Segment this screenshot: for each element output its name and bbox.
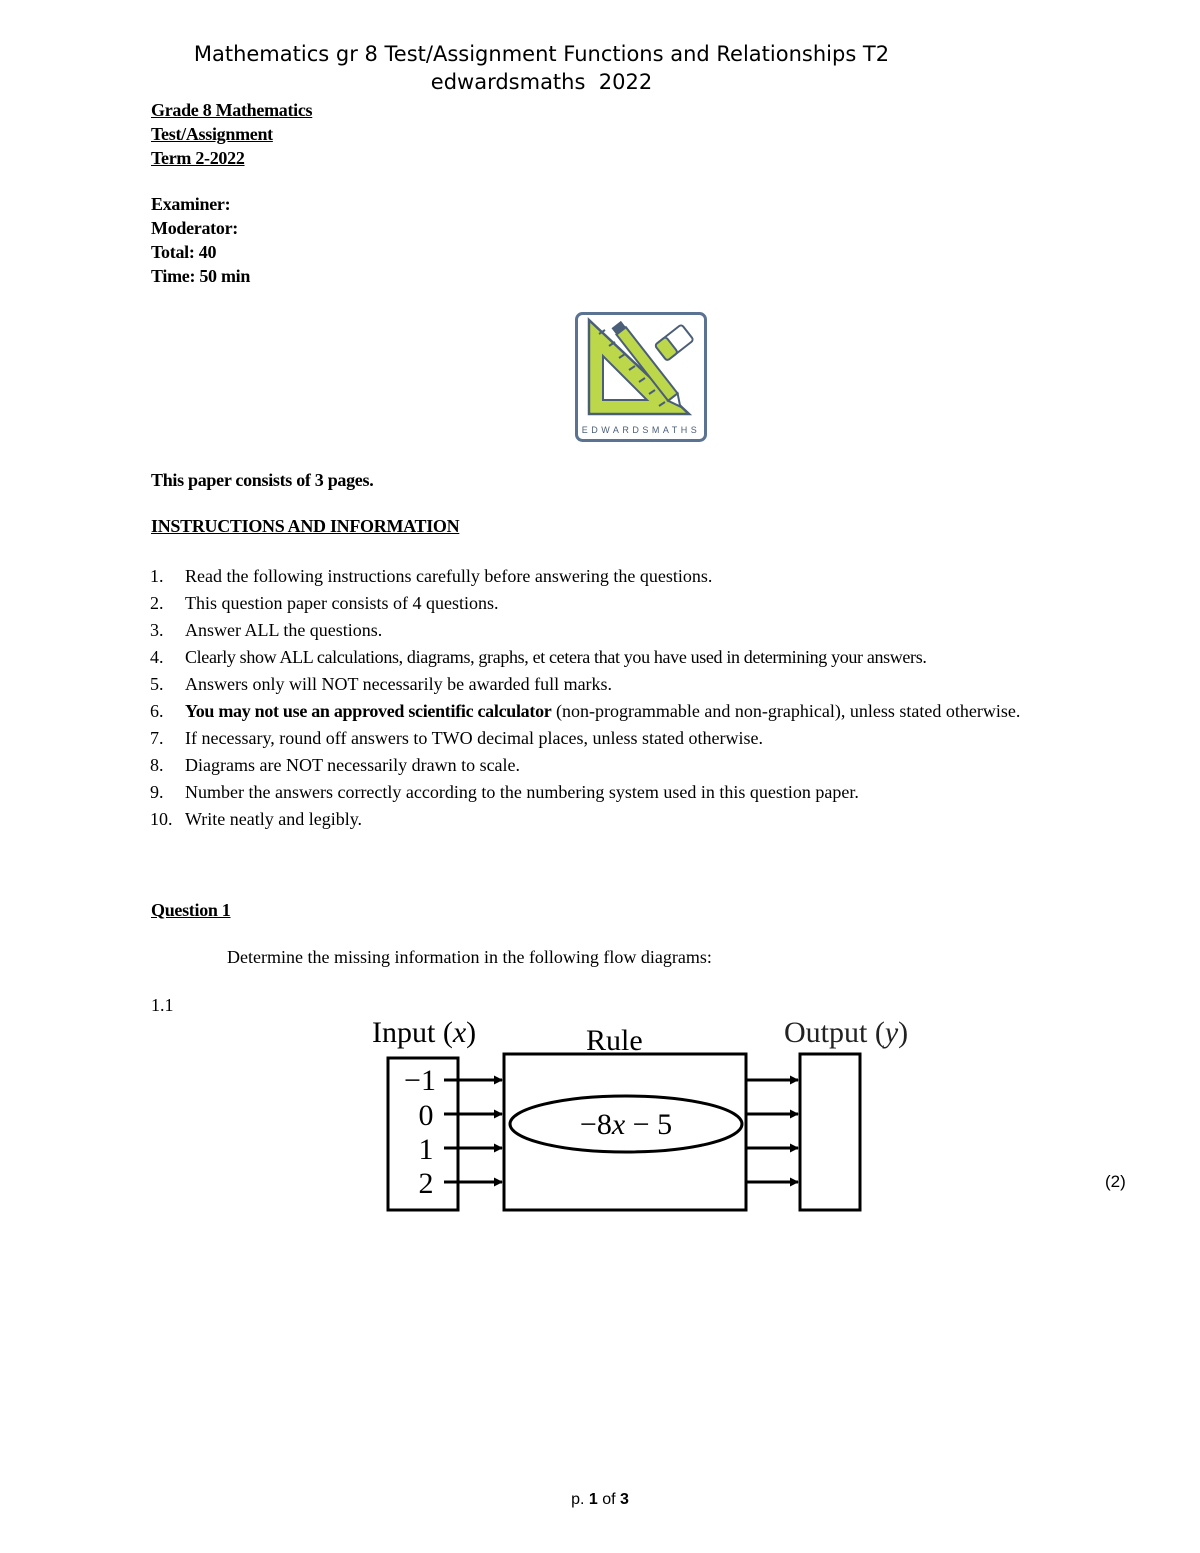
current-page: 1 — [588, 1491, 598, 1508]
instruction-item — [150, 563, 1110, 590]
footer-of: of — [597, 1491, 621, 1508]
calculator-rule-text: (non-programmable and non-graphical), unless stated otherwise. — [551, 701, 1021, 721]
instruction-item — [150, 752, 1110, 779]
question-1-title: Question 1 — [151, 900, 231, 920]
input-label: Input (x) — [372, 1016, 477, 1049]
page-header — [0, 40, 1083, 96]
total-pages: 3 — [620, 1491, 629, 1508]
footer-prefix: p. — [571, 1491, 589, 1508]
instruction-item — [150, 644, 1110, 671]
instruction-number: 7. — [150, 728, 164, 748]
pages-note: This paper consists of 3 pages. — [151, 470, 374, 490]
question-1-1-number: 1.1 — [151, 995, 174, 1015]
instruction-number: 4. — [150, 647, 164, 667]
moderator-label: Moderator: — [151, 218, 238, 238]
instruction-text: Diagrams are NOT necessarily drawn to scale. — [185, 755, 521, 775]
term-label: Term 2-2022 — [151, 148, 245, 168]
instruction-number: 10. — [150, 809, 173, 829]
calculator-rule-emphasis: You may not use an approved scientific calculator — [185, 701, 552, 721]
instruction-item — [150, 617, 1110, 644]
rule-label: Rule — [586, 1024, 643, 1057]
instruction-number: 8. — [150, 755, 164, 775]
instruction-item — [150, 671, 1110, 698]
output-box — [800, 1054, 860, 1210]
input-value: −1 — [404, 1064, 436, 1097]
assessment-type: Test/Assignment — [151, 124, 273, 144]
flow-diagram — [356, 1010, 936, 1232]
instruction-text: Write neatly and legibly. — [185, 809, 363, 829]
instruction-item — [150, 590, 1110, 617]
instruction-text: Read the following instructions carefully before answering the questions. — [185, 566, 713, 586]
instruction-text: Answers only will NOT necessarily be awarded full marks. — [185, 674, 613, 694]
logo-text: EDWARDSMATHS — [581, 425, 701, 435]
page-footer — [0, 1491, 1200, 1509]
instructions-list — [150, 563, 1110, 833]
grade-label: Grade 8 Mathematics — [151, 100, 313, 120]
edwardsmaths-logo-icon — [575, 312, 707, 442]
instruction-number: 1. — [150, 566, 164, 586]
instructions-title: INSTRUCTIONS AND INFORMATION — [151, 516, 460, 536]
cover-info — [151, 98, 312, 288]
rule-expression: −8x − 5 — [579, 1108, 673, 1141]
instruction-number: 6. — [150, 701, 164, 721]
instruction-text: This question paper consists of 4 questions. — [185, 593, 499, 613]
instruction-item — [150, 806, 1110, 833]
instruction-item — [150, 725, 1110, 752]
input-value: 2 — [418, 1167, 434, 1200]
header-title: Mathematics gr 8 Test/Assignment Functions and Relationships T2 — [193, 42, 890, 66]
instruction-text: Number the answers correctly according to the numbering system used in this question paper. — [185, 782, 859, 802]
output-label: Output (y) — [784, 1016, 909, 1049]
instruction-text — [185, 698, 1110, 725]
instruction-item — [150, 698, 1110, 725]
input-value: 1 — [418, 1133, 434, 1166]
total-marks: Total: 40 — [151, 242, 217, 262]
instruction-text: Answer ALL the questions. — [185, 620, 383, 640]
instruction-number: 2. — [150, 593, 164, 613]
instruction-number: 5. — [150, 674, 164, 694]
examiner-label: Examiner: — [151, 194, 231, 214]
time-allowed: Time: 50 min — [151, 266, 251, 286]
instruction-number: 9. — [150, 782, 164, 802]
question-1-intro: Determine the missing information in the following flow diagrams: — [227, 947, 712, 967]
header-subtitle: edwardsmaths 2022 — [430, 70, 653, 94]
instruction-text: If necessary, round off answers to TWO decimal places, unless stated otherwise. — [185, 728, 763, 748]
input-value: 0 — [418, 1099, 434, 1132]
instruction-item — [150, 779, 1110, 806]
instruction-number: 3. — [150, 620, 164, 640]
question-1-1-marks: (2) — [1105, 1172, 1126, 1191]
instruction-text: Clearly show ALL calculations, diagrams, graphs, et cetera that you have used in determining your answers. — [185, 647, 927, 667]
